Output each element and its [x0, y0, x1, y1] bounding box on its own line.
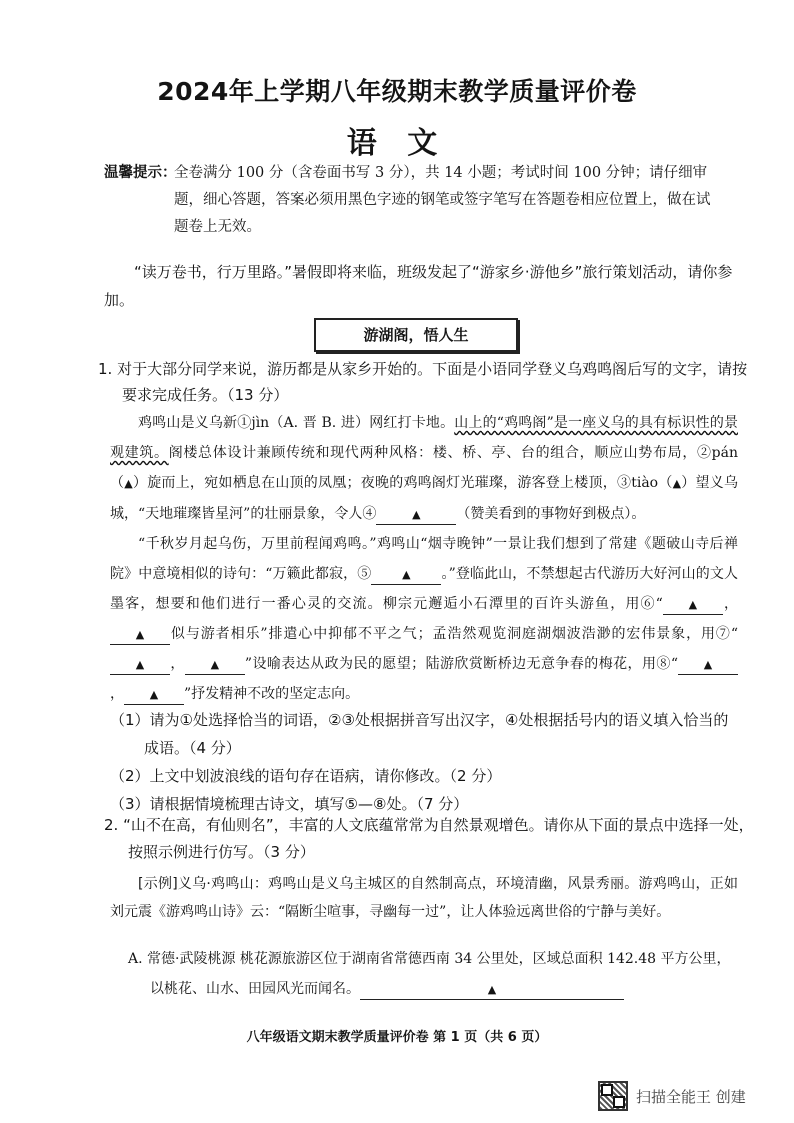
answer-blank[interactable]	[124, 685, 184, 705]
passage-paragraph-1	[110, 408, 738, 529]
question-1-subquestions	[110, 706, 738, 818]
passage-text: 鸡鸣山是义乌新①jìn（A. 晋 B. 进）网红打卡地。	[138, 415, 455, 431]
question-2-option-a	[128, 944, 738, 1004]
passage-paragraph-2	[110, 529, 738, 709]
passage-text: ”抒发精神不改的坚定志向。	[184, 686, 360, 702]
example-text: 义乌·鸡鸣山：鸡鸣山是义乌主城区的自然制高点，环境清幽，风景秀丽。游鸡鸣山，正如刘元震《游鸡鸣山诗》云：“隔断尘喧事，寻幽每一过”，让人体验远离世俗的宁静与美好。	[110, 876, 738, 920]
blank-marker: ▲	[135, 658, 145, 671]
answer-blank[interactable]	[110, 655, 170, 675]
blank-marker: ▲	[210, 658, 220, 671]
blank-marker: ▲	[135, 628, 145, 641]
question-2-example	[110, 870, 738, 926]
answer-blank[interactable]	[371, 565, 441, 585]
section-title-box: 游湖阁，悟人生	[314, 318, 518, 352]
passage-text: 。”登临此山，不禁想起古代游历大好河山的文人墨客，想要和他们进行一番心灵的交流。柳宗元邂逅小石潭里的百许头游鱼，用⑥“	[110, 566, 739, 612]
question-1-passage	[110, 408, 738, 709]
scanner-label: 扫描全能王 创建	[636, 1087, 746, 1106]
intro-paragraph: “读万卷书，行万里路。”暑假即将来临，班级发起了“游家乡·游他乡”旅行策划活动，请你参加。	[104, 263, 733, 309]
passage-text: 阁楼总体设计兼顾传统和现代两种风格：楼、桥、亭、台的组合，顺应山势布局，②pán（	[110, 445, 738, 491]
subquestion-2: （2）上文中划波浪线的语句存在语病，请你修改。（2 分）	[110, 767, 502, 785]
blank-marker: ▲	[703, 658, 713, 671]
example-tag: [示例]	[138, 876, 178, 892]
tips-block	[104, 160, 724, 241]
blank-marker: ▲	[688, 598, 698, 611]
answer-blank[interactable]	[185, 655, 245, 675]
answer-blank[interactable]	[360, 980, 624, 1000]
passage-text: ）望义乌城，“天地璀璨皆星河”的壮丽景象，令人④	[110, 475, 739, 522]
passage-text: ）旋而上，宛如栖息在山顶的凤凰；夜晚的鸡鸣阁灯光璀璨，游客登上楼顶，③tiào（	[132, 475, 673, 491]
answer-blank[interactable]	[110, 625, 170, 645]
passage-text: ，	[722, 596, 739, 612]
tips-label: 温馨提示：	[104, 165, 177, 181]
passage-text: （赞美看到的事物好到极点）。	[456, 506, 646, 522]
blank-marker: ▲	[487, 983, 497, 996]
passage-text: “千秋岁月起乌伤，万里前程闻鸡鸣。”鸡鸣山“烟寺晚钟”一景让我们想到了常建《题破山寺后禅院》中意境相似的诗句：“万籁此都寂，⑤	[110, 536, 738, 582]
passage-text: ，	[110, 686, 124, 702]
wavy-underlined-sentence: 山上的“鸡鸣阁”是一座义乌的具有标识性的景观建筑。	[110, 415, 738, 461]
answer-blank[interactable]	[376, 505, 456, 525]
passage-text: ”设喻表达从政为民的愿望；陆游欣赏断桥边无意争春的梅花，用⑧“	[244, 656, 678, 672]
passage-text: ，	[170, 656, 185, 672]
scanner-watermark	[598, 1080, 746, 1112]
page-title: 2024年上学期八年级期末教学质量评价卷	[157, 77, 637, 106]
answer-blank[interactable]	[663, 595, 723, 615]
blank-marker: ▲	[672, 477, 682, 490]
subquestion-3: （3）请根据情境梳理古诗文，填写⑤—⑧处。（7 分）	[110, 795, 469, 813]
blank-marker: ▲	[124, 477, 133, 490]
blank-marker: ▲	[402, 568, 411, 581]
answer-blank[interactable]	[678, 655, 738, 675]
qr-code-icon	[598, 1081, 628, 1111]
subquestion-1: （1）请为①处选择恰当的词语，②③处根据拼音写出汉字，④处根据括号内的语义填入恰当的成语。（4 分）	[110, 711, 729, 757]
page-footer: 八年级语文期末教学质量评价卷 第 1 页（共 6 页）	[246, 1030, 548, 1045]
subject-title: 语 文	[346, 126, 448, 161]
question-1-stem: 1. 对于大部分同学来说，游历都是从家乡开始的。下面是小语同学登义乌鸡鸣阁后写的文字，请按要求完成任务。（13 分）	[98, 360, 748, 404]
blank-marker: ▲	[412, 508, 421, 521]
passage-text: 似与游者相乐”排遣心中抑郁不平之气；孟浩然观览洞庭湖烟波浩渺的宏伟景象，用⑦“	[170, 626, 738, 642]
blank-marker: ▲	[149, 688, 159, 701]
option-a-text: A. 常德·武陵桃源 桃花源旅游区位于湖南省常德西南 34 公里处，区域总面积 142.48 平方公里，以桃花、山水、田园风光而闻名。	[128, 951, 731, 997]
tips-text: 全卷满分 100 分（含卷面书写 3 分），共 14 小题；考试时间 100 分钟；请仔细审题，细心答题，答案必须用黑色字迹的钢笔或签字笔写在答题卷相应位置上，做在试题卷上无效。	[174, 165, 711, 235]
question-2-stem: 2. “山不在高，有仙则名”，丰富的人文底蕴常常为自然景观增色。请你从下面的景点中选择一处，按照示例进行仿写。（3 分）	[104, 816, 754, 861]
